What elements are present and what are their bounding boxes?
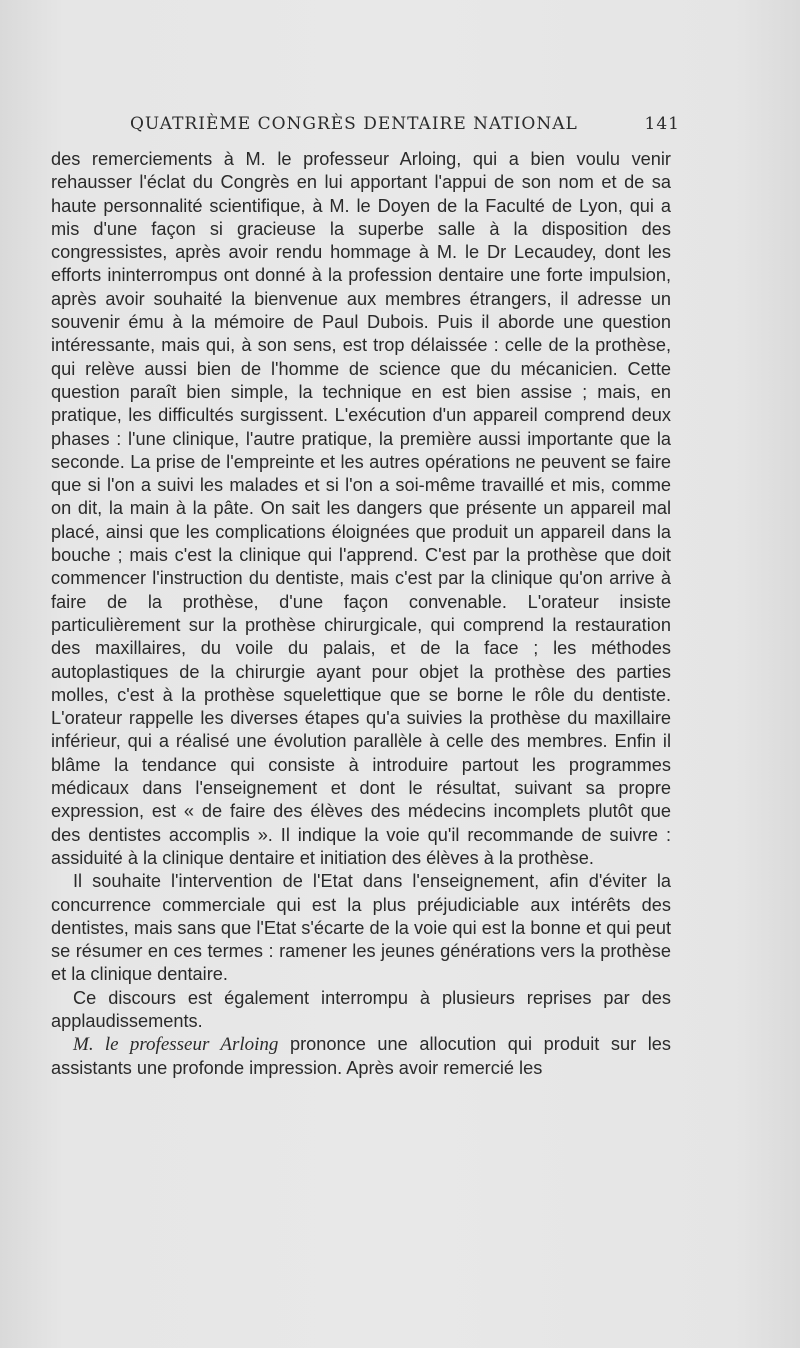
page-number: 141 — [644, 114, 680, 134]
paragraph-arloing-text: prononce une allocution qui produit sur les assistants une profonde impression. Après avoir remercié les — [51, 1034, 671, 1078]
speaker-name: M. le professeur Arloing — [73, 1034, 279, 1056]
paragraph-opening: des remerciements à M. le professeur Arloing, qui a bien voulu venir rehausser l'éclat du Congrès en lui apportant l'appui de son nom et de sa haute personnalité scientifique, à M. le Doyen de la Faculté de Lyon, qui a mis d'une façon si gracieuse la superbe salle à la disposition des congressistes, après avoir rendu hommage à M. le Dr Lecaudey, dont les efforts ininterrompus ont donné à la profession dentaire une forte impulsion, après avoir souhaité la bienvenue aux membres étrangers, il adresse un souvenir ému à la mémoire de Paul Dubois. Puis il aborde une question intéressante, mais qui, à son sens, est trop délaissée : celle de la prothèse, qui relève aussi bien de l'homme de science que du mécanicien. Cette question paraît bien simple, la technique en est bien assise ; mais, en pratique, les difficultés surgissent. L'exécution d'un appareil comprend deux phases : l'une clinique, l'autre pratique, la première aussi importante que la seconde. La prise de l'empreinte et les autres opérations ne peuvent se faire que si l'on a suivi les malades et si l'on a soi-même travaillé et mis, comme on dit, la main à la pâte. On sait les dangers que présente un appareil mal placé, ainsi que les complications éloignées que produit un appareil dans la bouche ; mais c'est la clinique qui l'apprend. C'est par la prothèse que doit commencer l'instruction du dentiste, mais c'est par la clinique qu'on arrive à faire de la prothèse, d'une façon convenable. L'orateur insiste particulièrement sur la prothèse chirurgicale, qui comprend la restauration des maxillaires, du voile du palais, et de la face ; les méthodes autoplastiques de la chirurgie ayant pour objet la prothèse des parties molles, c'est à la prothèse squelettique que se borne le rôle du dentiste. L'orateur rappelle les diverses étapes qu'a suivies la prothèse du maxillaire inférieur, qui a réalisé une évolution parallèle à celle des membres. Enfin il blâme la tendance qui consiste à introduire partout les programmes médicaux dans l'enseignement et dont le résultat, suivant sa propre expression, est « de faire des élèves des médecins incomplets plutôt que des dentistes accomplis ». Il indique la voie qu'il recommande de suivre : assiduité à la clinique dentaire et initiation des élèves à la prothèse. — [51, 149, 671, 868]
paragraph-state-intervention: Il souhaite l'intervention de l'Etat dans l'enseignement, afin d'éviter la concurrence commerciale qui est la plus préjudiciable aux intérêts des dentistes, mais sans que l'Etat s'écarte de la voie qui est la bonne et qui peut se résumer en ces termes : ramener les jeunes générations vers la prothèse et la clinique dentaire. — [51, 871, 671, 985]
running-header — [130, 114, 680, 138]
paragraph-applause: Ce discours est également interrompu à plusieurs reprises par des applaudissements. — [51, 987, 671, 1031]
body-text — [51, 148, 671, 1080]
paragraph-arloing — [51, 1033, 671, 1080]
running-title: QUATRIÈME CONGRÈS DENTAIRE NATIONAL — [130, 114, 578, 134]
